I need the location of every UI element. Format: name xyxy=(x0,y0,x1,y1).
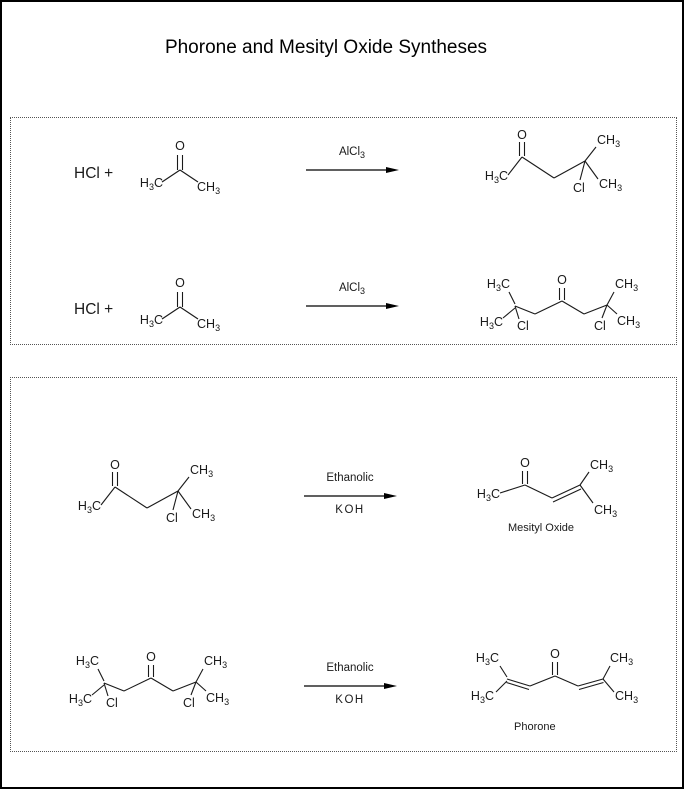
structure-phorone xyxy=(465,648,645,708)
atom-label-o: O xyxy=(175,276,185,290)
atom-label-h3c: $H_3C$ xyxy=(486,277,510,293)
atom-label-o: O xyxy=(557,273,567,287)
atom-label-o: O xyxy=(110,458,120,472)
atom-label-ch3: $CH_3$ xyxy=(197,317,221,333)
atom-label-ch3: $CH_3$ xyxy=(206,691,230,707)
atom-label-ch3: $CH_3$ xyxy=(190,463,214,479)
atom-label-h3c: $H_3C$ xyxy=(470,689,494,705)
atom-label-h3c: $H_3C$ xyxy=(139,176,163,192)
atom-label-ch3: $CH_3$ xyxy=(617,314,641,330)
atom-label-cl: Cl xyxy=(573,181,585,195)
structure-chloro-ketone-1 xyxy=(480,129,635,199)
atom-label-o: O xyxy=(517,128,527,142)
atom-label-o: O xyxy=(175,139,185,153)
atom-label-cl: Cl xyxy=(166,511,178,525)
atom-label-ch3: $CH_3$ xyxy=(192,507,216,523)
reagent-alcl3: AlCl$_3$ xyxy=(338,146,366,160)
reactant-hcl-2: HCl + xyxy=(74,301,114,318)
atom-label-cl: Cl xyxy=(517,319,529,333)
atom-label-h3c: $H_3C$ xyxy=(475,651,499,667)
reagent-koh: KOH xyxy=(335,504,365,516)
atom-label-cl: Cl xyxy=(183,696,195,710)
atom-label-o: O xyxy=(520,456,530,470)
reaction-arrow-3 xyxy=(300,468,400,518)
atom-label-ch3: $CH_3$ xyxy=(599,177,623,193)
atom-label-o: O xyxy=(146,650,156,664)
atom-label-ch3: $CH_3$ xyxy=(610,651,634,667)
atom-label-cl: Cl xyxy=(594,319,606,333)
reagent-ethanolic: Ethanolic xyxy=(326,472,374,484)
atom-label-h3c: $H_3C$ xyxy=(68,692,92,708)
reagent-ethanolic: Ethanolic xyxy=(326,662,374,674)
reagent-alcl3: AlCl$_3$ xyxy=(338,282,366,296)
atom-label-h3c: $H_3C$ xyxy=(139,313,163,329)
atom-label-h3c: $H_3C$ xyxy=(476,487,500,503)
reaction-arrow-4 xyxy=(300,658,400,708)
atom-label-ch3: $CH_3$ xyxy=(597,133,621,149)
structure-acetone-2 xyxy=(130,276,240,336)
atom-label-h3c: $H_3C$ xyxy=(479,315,503,331)
atom-label-ch3: $CH_3$ xyxy=(204,654,228,670)
atom-label-h3c: $H_3C$ xyxy=(484,169,508,185)
page-title: Phorone and Mesityl Oxide Syntheses xyxy=(164,37,488,58)
reactant-hcl-1: HCl + xyxy=(74,165,114,182)
atom-label-o: O xyxy=(550,647,560,661)
reaction-arrow-2 xyxy=(302,278,402,328)
structure-dichloro-ketone-2 xyxy=(65,651,240,713)
structure-acetone-1 xyxy=(130,139,240,199)
structure-chloro-ketone-2 xyxy=(73,459,228,529)
reaction-arrow-1 xyxy=(302,142,402,192)
reagent-koh: KOH xyxy=(335,694,365,706)
phorone-caption: Phorone xyxy=(514,721,556,733)
structure-dichloro-ketone-1 xyxy=(476,274,651,336)
mesityl-oxide-caption: Mesityl Oxide xyxy=(508,522,575,534)
atom-label-ch3: $CH_3$ xyxy=(197,180,221,196)
structure-mesityl-oxide xyxy=(470,457,630,521)
atom-label-cl: Cl xyxy=(106,696,118,710)
atom-label-h3c: $H_3C$ xyxy=(75,654,99,670)
atom-label-h3c: $H_3C$ xyxy=(77,499,101,515)
atom-label-ch3: $CH_3$ xyxy=(590,458,614,474)
atom-label-ch3: $CH_3$ xyxy=(615,689,639,705)
atom-label-ch3: $CH_3$ xyxy=(594,503,618,519)
atom-label-ch3: $CH_3$ xyxy=(615,277,639,293)
